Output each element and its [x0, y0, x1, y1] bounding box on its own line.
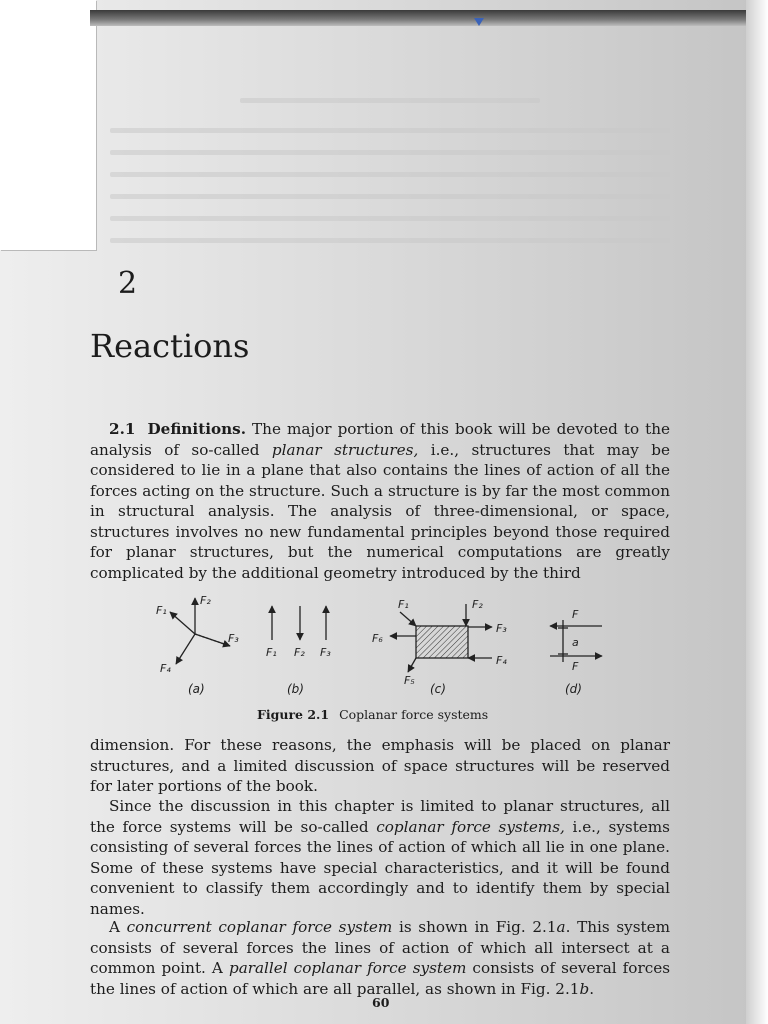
paragraph-text: . — [589, 979, 595, 998]
force-label: F₃ — [320, 646, 331, 659]
emphasis-text: concurrent coplanar force system — [126, 918, 393, 936]
force-label: F₃ — [228, 632, 239, 645]
show-through-line — [110, 128, 670, 133]
emphasis-text: planar structures, — [271, 440, 419, 459]
section-paragraph — [90, 419, 670, 583]
show-through-line — [110, 216, 670, 221]
force-label: F — [572, 660, 579, 673]
page-number: 60 — [372, 995, 390, 1010]
subfigure-label: (b) — [287, 682, 304, 696]
show-through-line — [110, 172, 670, 177]
section-number: 2.1 — [109, 420, 136, 438]
dimension-label: a — [572, 636, 579, 649]
blue-marker-icon — [474, 18, 484, 26]
chapter-title: Reactions — [90, 327, 250, 365]
paragraph-text: is shown in Fig. 2.1 — [392, 918, 557, 936]
force-label: F₁ — [156, 604, 167, 617]
force-label: F₆ — [372, 632, 383, 645]
force-label: F₂ — [200, 594, 211, 607]
body-paragraph — [90, 735, 670, 797]
force-label: F₃ — [496, 622, 507, 635]
force-label: F₁ — [398, 598, 409, 611]
force-label: F₄ — [160, 662, 171, 675]
force-label: F₂ — [294, 646, 305, 659]
paragraph-text: Since the discussion in this chapter is limited to planar structures, all the force systems will be so-called — [90, 797, 670, 836]
paragraph-text: . This system consists of several forces the lines of action of which all intersect at a common point. A — [90, 918, 670, 977]
scan-top-border — [90, 10, 746, 26]
diagram-c-general — [390, 604, 492, 672]
paragraph-text: i.e., structures that may be considered to lie in a plane that also contains the lines of action of all the forces acting on the structure. Such a structure is by far the most common in structural analysis. The analysis of three-dimensional, or space, structures involves no new fundamental principles beyond those required for planar structures, but the numerical computations are greatly complicated by the additional geometry introduced by the third — [90, 440, 670, 582]
emphasis-text: coplanar force systems, — [376, 817, 565, 836]
emphasis-text: a — [556, 918, 566, 936]
emphasis-text: parallel coplanar force system — [228, 959, 467, 977]
paragraph-text: The major portion of this book will be devoted to the analysis of so-called — [90, 420, 671, 459]
force-diagram — [140, 590, 620, 700]
figure-caption — [257, 707, 488, 723]
diagram-a-concurrent — [170, 598, 230, 664]
show-through-line — [110, 238, 670, 243]
paragraph-text: i.e., systems consisting of several forces the lines of action of which all lie in one plane. Some of these systems have special characteristics, and it will be found convenient to classify them accordingly and to identify them by special names. — [90, 817, 670, 918]
subfigure-label: (d) — [565, 682, 582, 696]
subfigure-label: (a) — [188, 682, 205, 696]
show-through-line — [110, 150, 670, 155]
paragraph-text: consists of several forces the lines of action of which are all parallel, as shown in Fig. 2.1 — [90, 959, 670, 998]
body-paragraph — [90, 796, 670, 919]
figure-number: Figure 2.1 — [257, 707, 330, 722]
show-through-line — [110, 194, 670, 199]
force-label: F₄ — [496, 654, 507, 667]
subfigure-label: (c) — [430, 682, 446, 696]
section-title: Definitions. — [147, 420, 246, 438]
body-paragraph — [90, 917, 670, 999]
force-label: F — [572, 608, 579, 621]
force-label: F₂ — [472, 598, 483, 611]
show-through-line — [240, 98, 540, 103]
diagram-b-parallel — [272, 606, 326, 640]
scan-right-edge — [746, 0, 768, 1024]
paragraph-text: A — [109, 918, 127, 936]
force-label: F₅ — [404, 674, 415, 687]
paragraph-text: dimension. For these reasons, the emphasis will be placed on planar structures, and a limited discussion of space structures will be reserved for later portions of the book. — [90, 736, 670, 795]
chapter-number: 2 — [118, 266, 138, 301]
force-label: F₁ — [266, 646, 277, 659]
figure-coplanar-force-systems — [140, 590, 620, 715]
paper-sticker — [0, 0, 96, 250]
figure-caption-text: Coplanar force systems — [339, 707, 489, 722]
emphasis-text: b — [579, 979, 590, 998]
